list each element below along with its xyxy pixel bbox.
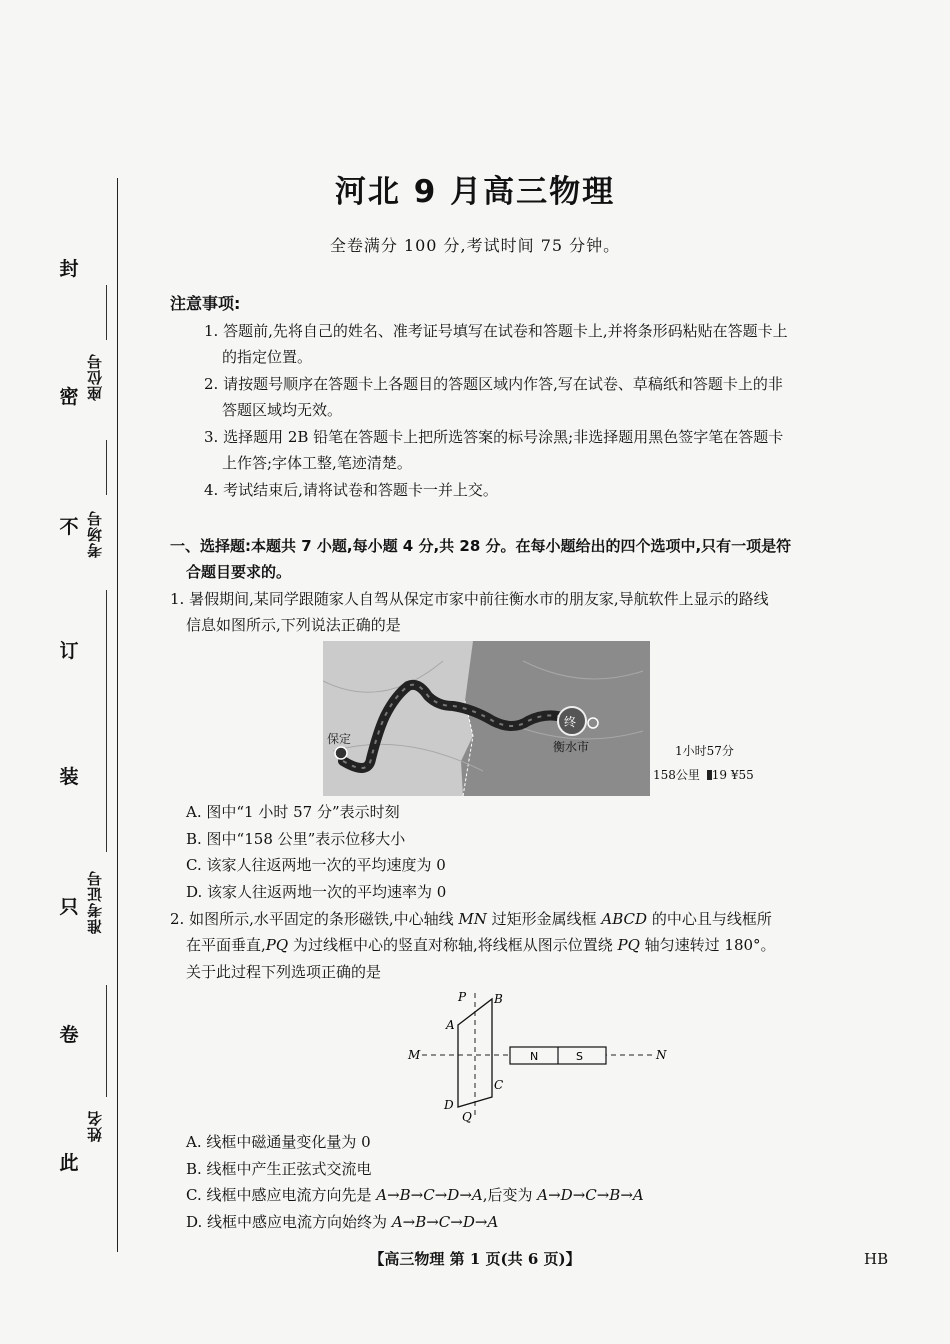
svg-text:P: P [458, 990, 467, 1004]
page-footer: 【高三物理 第 1 页(共 6 页)】 [369, 1250, 581, 1268]
q1-stem: 1. 暑假期间,某同学跟随家人自驾从保定市家中前往衡水市的朋友家,导航软件上显示的路线 [170, 590, 769, 608]
route-summary [653, 766, 754, 783]
exam-info: 全卷满分 100 分,考试时间 75 分钟。 [329, 236, 621, 255]
navigation-map [323, 641, 650, 796]
binding-char-bu: 不 [59, 516, 79, 538]
notice-item-2-cont: 答题区域均无效。 [222, 401, 343, 419]
exam-room-line [106, 440, 107, 495]
q1-stem-cont: 信息如图所示,下列说法正确的是 [186, 616, 401, 634]
svg-text:S: S [576, 1050, 583, 1063]
svg-text:D: D [444, 1098, 454, 1112]
q2-option-d: D. 线框中感应电流方向始终为 A→B→C→D→A [186, 1213, 499, 1231]
q2-stem: 2. 如图所示,水平固定的条形磁铁,中心轴线 MN 过矩形金属线框 ABCD 的中心且与线框所 [170, 910, 772, 928]
svg-text:N: N [530, 1050, 539, 1063]
q2-option-c: C. 线框中感应电流方向先是 A→B→C→D→A,后变为 A→D→C→B→A [186, 1186, 644, 1204]
binding-char-zhi: 只 [59, 896, 79, 918]
binding-char-feng: 封 [59, 258, 79, 280]
q1-option-c: C. 该家人往返两地一次的平均速度为 0 [186, 856, 446, 874]
region-code: HB [864, 1250, 889, 1268]
notice-item-1-cont: 的指定位置。 [222, 348, 313, 366]
notice-item-1: 1. 答题前,先将自己的姓名、准考证号填写在试卷和答题卡上,并将条形码粘贴在答题卡上 [204, 322, 788, 340]
notice-item-3: 3. 选择题用 2B 铅笔在答题卡上把所选答案的标号涂黑;非选择题用黑色签字笔在答题卡 [204, 428, 784, 446]
name-label: 姓名 [86, 1110, 104, 1142]
q2-stem-cont2: 关于此过程下列选项正确的是 [186, 963, 382, 981]
seat-number-line [106, 285, 107, 340]
q2-stem-cont: 在平面垂直,PQ 为过线框中心的竖直对称轴,将线框从图示位置绕 PQ 轴匀速转过 180°。 [186, 936, 776, 954]
map-end-label: 衡水市 [553, 740, 590, 754]
q2-option-b: B. 线框中产生正弦式交流电 [186, 1160, 372, 1178]
route-cost: ¥55 [730, 768, 754, 782]
svg-text:N: N [656, 1048, 667, 1062]
svg-text:A: A [446, 1018, 455, 1032]
map-start-label: 保定 [327, 732, 352, 746]
q1-option-d: D. 该家人往返两地一次的平均速率为 0 [186, 883, 447, 901]
q2-option-a: A. 线框中磁通量变化量为 0 [186, 1133, 371, 1151]
svg-text:B: B [494, 992, 503, 1006]
notice-heading: 注意事项: [170, 294, 241, 313]
binding-char-mi: 密 [59, 386, 79, 408]
binding-char-ding: 订 [59, 640, 79, 662]
route-time: 1小时57分 [675, 744, 734, 758]
admission-number-line [106, 590, 107, 852]
notice-item-3-cont: 上作答;字体工整,笔迹清楚。 [222, 454, 412, 472]
admission-number-label: 准考证号 [86, 870, 104, 934]
exam-room-label: 考场号 [86, 510, 104, 558]
svg-text:Q: Q [462, 1110, 472, 1124]
svg-text:C: C [494, 1078, 504, 1092]
section-heading: 一、选择题:本题共 7 小题,每小题 4 分,共 28 分。在每小题给出的四个选项中,只有一项是符 [170, 537, 792, 555]
route-lights: 19 [711, 768, 728, 782]
notice-item-2: 2. 请按题号顺序在答题卡上各题目的答题区域内作答,写在试卷、草稿纸和答题卡上的非 [204, 375, 783, 393]
page-title: 河北 9 月高三物理 [334, 174, 616, 210]
route-distance: 158公里 [653, 768, 700, 782]
name-line [106, 985, 107, 1097]
notice-item-4: 4. 考试结束后,请将试卷和答题卡一并上交。 [204, 481, 498, 499]
magnet-coil-diagram [400, 985, 680, 1125]
binding-line [117, 178, 118, 1252]
map-end-marker: 终 [564, 715, 577, 729]
binding-char-zhuang: 装 [59, 766, 79, 788]
binding-char-ci: 此 [59, 1152, 79, 1174]
seat-number-label: 座位号 [86, 353, 104, 401]
svg-text:M: M [408, 1048, 421, 1062]
section-heading-cont: 合题目要求的。 [186, 563, 292, 581]
q1-option-a: A. 图中“1 小时 57 分”表示时刻 [186, 803, 400, 821]
q1-option-b: B. 图中“158 公里”表示位移大小 [186, 830, 406, 848]
binding-char-juan: 卷 [59, 1024, 79, 1046]
